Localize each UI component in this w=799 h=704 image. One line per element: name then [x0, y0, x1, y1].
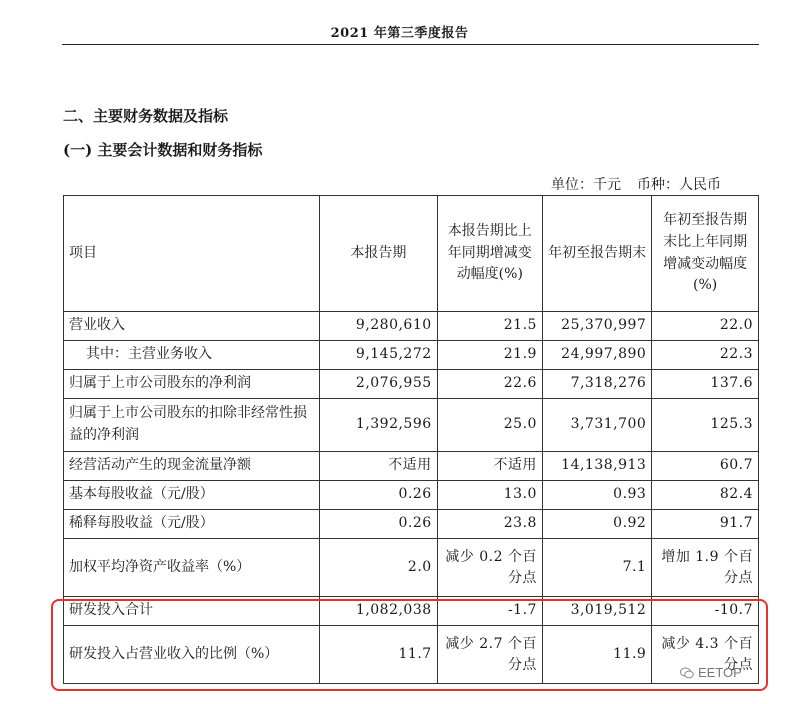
cell-current: 1,082,038 — [320, 597, 438, 626]
cell-ytd: 25,370,997 — [542, 312, 651, 341]
row-label: 归属于上市公司股东的净利润 — [64, 370, 320, 399]
wechat-icon — [680, 667, 694, 679]
cell-current-change: 23.8 — [437, 510, 542, 539]
cell-ytd: 14,138,913 — [542, 452, 651, 481]
cell-ytd-change: 减少 4.3 个百分点 — [652, 626, 759, 684]
watermark-text: EETOP — [698, 665, 742, 680]
watermark — [680, 665, 742, 680]
rd-rows-highlight-box — [51, 599, 768, 691]
cell-current: 0.26 — [320, 510, 438, 539]
table-row — [64, 510, 759, 539]
cell-ytd: 0.92 — [542, 510, 651, 539]
cell-ytd: 0.93 — [542, 481, 651, 510]
header-divider — [62, 44, 759, 45]
cell-ytd-change: 137.6 — [652, 370, 759, 399]
cell-ytd-change: 60.7 — [652, 452, 759, 481]
page-header-title: 2021 年第三季度报告 — [330, 26, 469, 41]
table-row — [64, 370, 759, 399]
cell-ytd-change: 91.7 — [652, 510, 759, 539]
row-label: 其中：主营业务收入 — [64, 341, 320, 370]
cell-current: 11.7 — [320, 626, 438, 684]
cell-ytd-change: 22.3 — [652, 341, 759, 370]
row-label: 经营活动产生的现金流量净额 — [64, 452, 320, 481]
cell-ytd-change: 增加 1.9 个百分点 — [652, 539, 759, 597]
row-label: 研发投入合计 — [64, 597, 320, 626]
cell-current: 0.26 — [320, 481, 438, 510]
cell-current-change: 22.6 — [437, 370, 542, 399]
table-row — [64, 312, 759, 341]
row-label: 加权平均净资产收益率（%） — [64, 539, 320, 597]
cell-current-change: 25.0 — [437, 399, 542, 452]
table-row — [64, 539, 759, 597]
table-row — [64, 399, 759, 452]
cell-ytd: 7.1 — [542, 539, 651, 597]
cell-current-change: 21.5 — [437, 312, 542, 341]
cell-current-change: 减少 2.7 个百分点 — [437, 626, 542, 684]
table-row — [64, 452, 759, 481]
cell-ytd: 11.9 — [542, 626, 651, 684]
cell-current: 1,392,596 — [320, 399, 438, 452]
cell-current-change: 21.9 — [437, 341, 542, 370]
cell-current: 9,280,610 — [320, 312, 438, 341]
unit-note — [551, 174, 721, 194]
cell-current-change: 减少 0.2 个百分点 — [437, 539, 542, 597]
cell-ytd: 3,731,700 — [542, 399, 651, 452]
cell-current: 不适用 — [320, 452, 438, 481]
row-label: 稀释每股收益（元/股） — [64, 510, 320, 539]
table-header-row — [64, 196, 759, 312]
row-label: 归属于上市公司股东的扣除非经常性损益的净利润 — [64, 399, 320, 452]
cell-ytd-change: 125.3 — [652, 399, 759, 452]
header-current-change: 本报告期比上年同期增减变动幅度(%) — [437, 196, 542, 312]
cell-current: 2.0 — [320, 539, 438, 597]
cell-ytd: 3,019,512 — [542, 597, 651, 626]
currency-label: 币种：人民币 — [637, 177, 721, 193]
table-row — [64, 341, 759, 370]
subsection-title: (一) 主要会计数据和财务指标 — [63, 141, 263, 159]
row-label: 营业收入 — [64, 312, 320, 341]
row-label: 研发投入占营业收入的比例（%） — [64, 626, 320, 684]
cell-ytd-change: 82.4 — [652, 481, 759, 510]
cell-current: 9,145,272 — [320, 341, 438, 370]
section-title: 二、主要财务数据及指标 — [63, 107, 229, 125]
header-ytd-change: 年初至报告期末比上年同期增减变动幅度(%) — [652, 196, 759, 312]
unit-label: 单位：千元 — [551, 177, 621, 193]
cell-ytd-change: -10.7 — [652, 597, 759, 626]
table-row — [64, 481, 759, 510]
cell-current-change: -1.7 — [437, 597, 542, 626]
cell-ytd: 24,997,890 — [542, 341, 651, 370]
cell-ytd: 7,318,276 — [542, 370, 651, 399]
cell-current: 2,076,955 — [320, 370, 438, 399]
cell-current-change: 不适用 — [437, 452, 542, 481]
cell-current-change: 13.0 — [437, 481, 542, 510]
cell-ytd-change: 22.0 — [652, 312, 759, 341]
row-label: 基本每股收益（元/股） — [64, 481, 320, 510]
header-ytd: 年初至报告期末 — [542, 196, 651, 312]
header-item: 项目 — [64, 196, 320, 312]
header-current-period: 本报告期 — [320, 196, 438, 312]
